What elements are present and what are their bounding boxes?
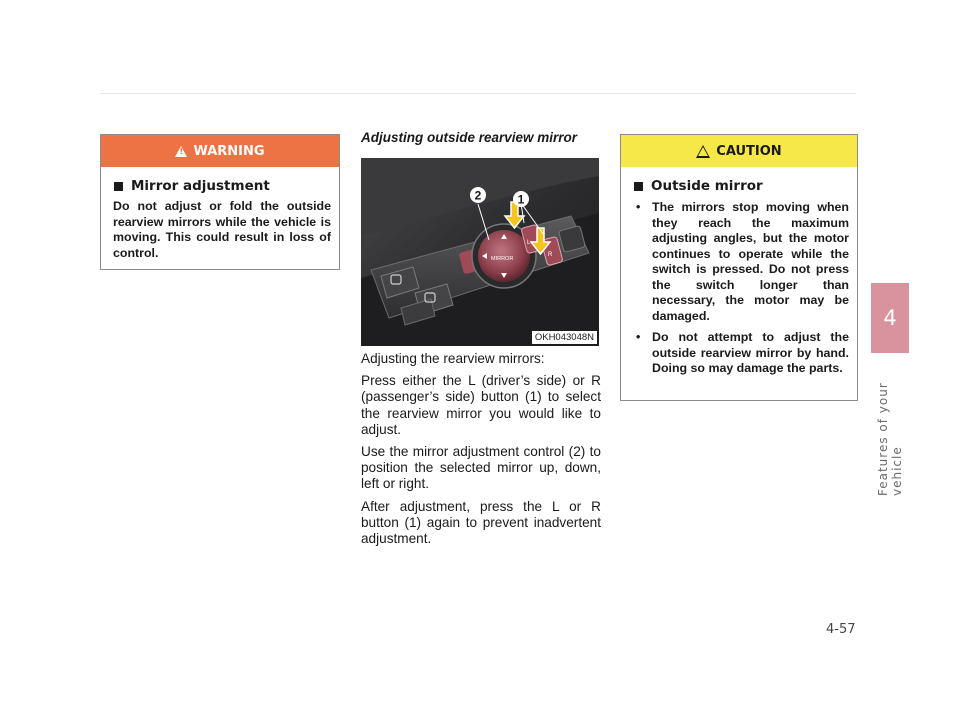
square-bullet-icon [634, 182, 643, 191]
square-bullet-icon [114, 182, 123, 191]
warning-text: Do not adjust or fold the outside rearview mirrors while the vehicle is moving. This could result in loss of control. [113, 199, 331, 260]
warning-title-text: Mirror adjustment [131, 178, 270, 194]
paragraph: Use the mirror adjustment control (2) to position the selected mirror up, down, left or right. [361, 444, 601, 492]
page-number: 4-57 [826, 622, 856, 637]
caution-title [634, 178, 857, 194]
caution-header-label: CAUTION [716, 143, 782, 159]
warning-box [100, 134, 340, 270]
callout-2: 2 [474, 188, 482, 203]
paragraph: Press either the L (driver’s side) or R (passenger’s side) button (1) to select the rearview mirror you would like to adjust. [361, 373, 601, 437]
chapter-number: 4 [883, 306, 897, 330]
paragraph: Adjusting the rearview mirrors: [361, 351, 545, 366]
bullet-dot-icon: • [636, 330, 641, 344]
callout-1: 1 [517, 192, 525, 207]
caution-header [621, 135, 857, 167]
top-divider [100, 93, 856, 94]
knob-label: MIRROR [491, 256, 514, 262]
chapter-tab [871, 283, 909, 353]
mirror-switch-figure [361, 158, 599, 346]
caution-box [620, 134, 858, 401]
chapter-label: Features of your vehicle [876, 382, 904, 496]
button-r-label: R [548, 252, 553, 258]
body-text [361, 351, 601, 553]
caution-item [633, 200, 849, 324]
mirror-switch-illustration [361, 158, 599, 346]
warning-title [114, 178, 339, 194]
caution-item-text: The mirrors stop moving when they reach the maximum adjusting angles, but the motor continues to operate while the switch is pressed. Do not press the switch longer than necessary, the motor may be damaged. [652, 200, 849, 323]
warning-header [101, 135, 339, 167]
caution-item [633, 330, 849, 377]
warning-header-label: WARNING [193, 143, 265, 159]
warning-triangle-icon [175, 146, 187, 157]
button-l-label: L [527, 240, 531, 246]
caution-item-text: Do not attempt to adjust the outside rearview mirror by hand. Doing so may damage the parts. [652, 330, 849, 375]
bullet-dot-icon: • [636, 200, 641, 214]
caution-list [633, 200, 849, 377]
section-heading: Adjusting outside rearview mirror [361, 130, 578, 145]
caution-triangle-icon [696, 145, 710, 158]
paragraph: After adjustment, press the L or R button (1) again to prevent inadvertent adjustment. [361, 498, 601, 547]
figure-code: OKH043048N [532, 331, 597, 344]
caution-title-text: Outside mirror [651, 178, 763, 194]
